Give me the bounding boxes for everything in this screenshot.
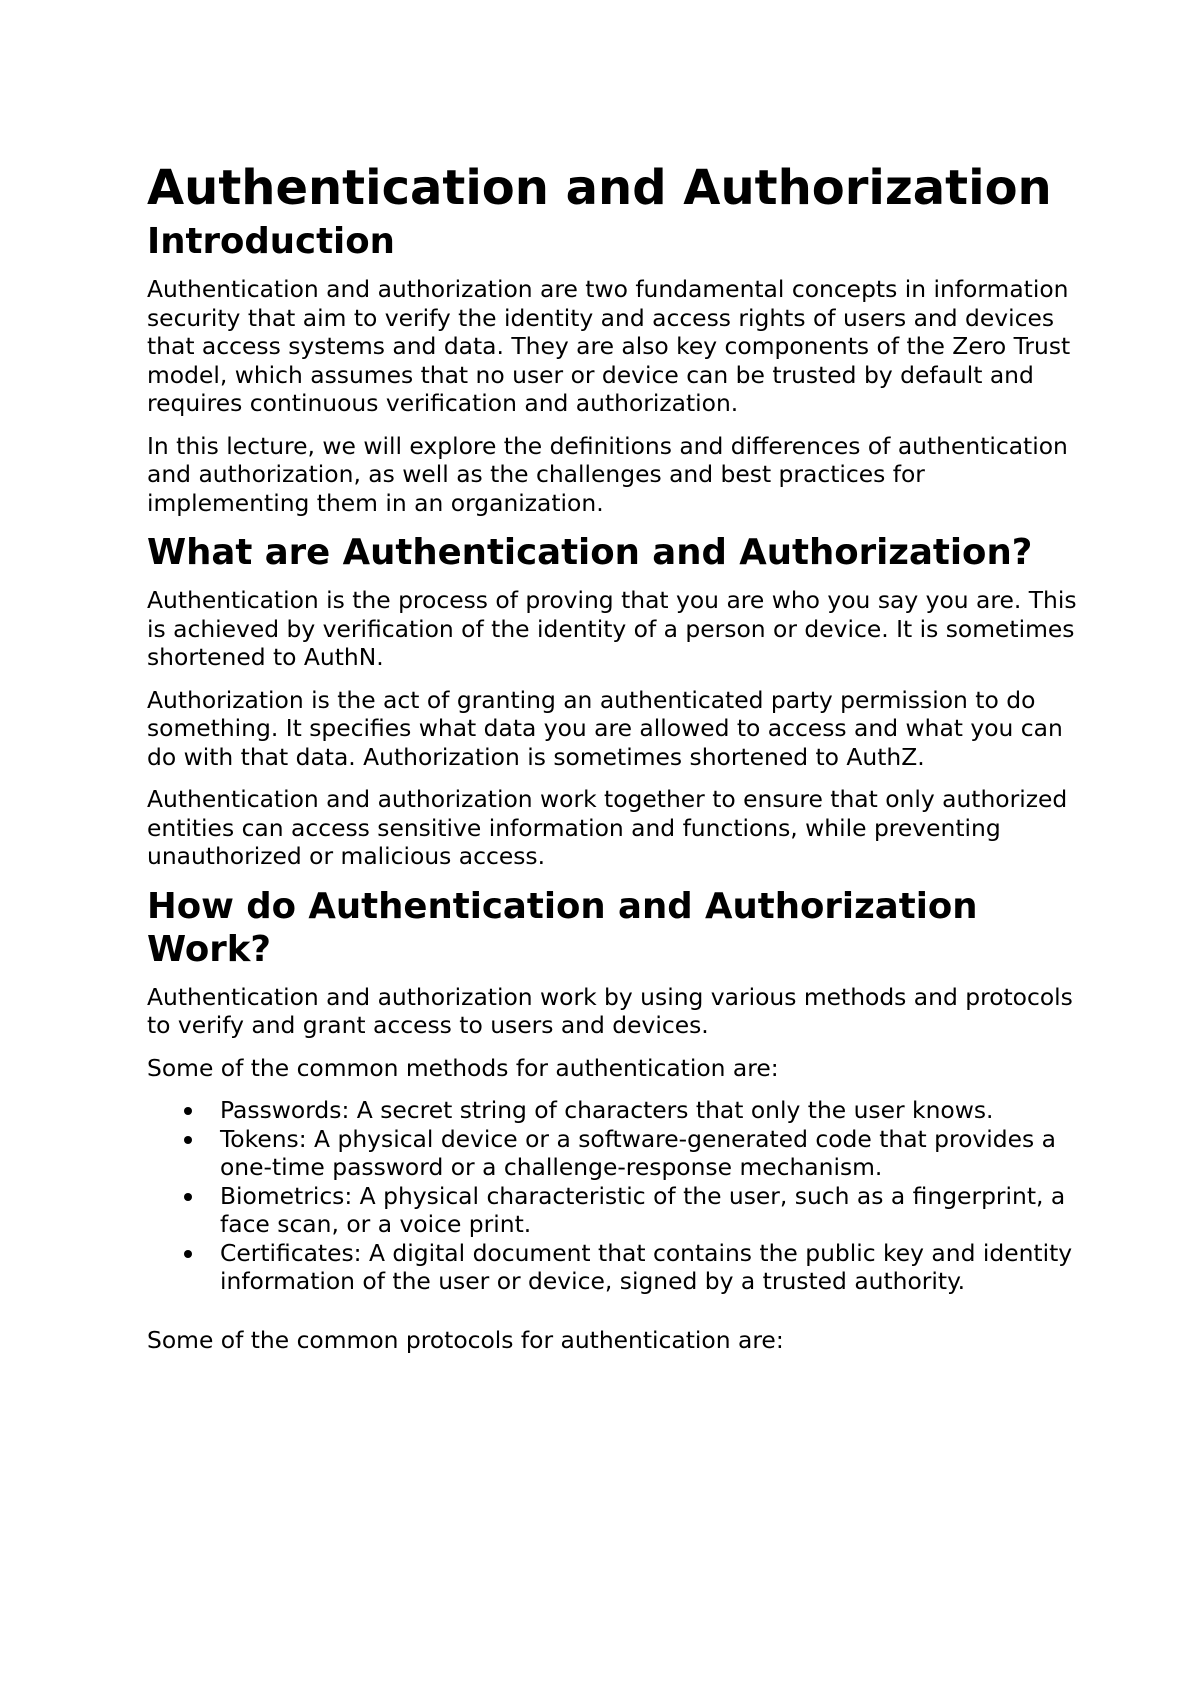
bullet-icon	[184, 1107, 192, 1115]
list-item	[147, 1096, 1087, 1125]
paragraph: Authentication is the process of proving that you are who you say you are. This is achieved by verification of the identity of a person or device. It is sometimes shortened to AuthN.	[147, 586, 1077, 671]
list-item	[147, 1182, 1087, 1239]
list-item	[147, 1125, 1087, 1182]
list-item-text: Biometrics: A physical characteristic of the user, such as a fingerprint, a face scan, or a voice print.	[220, 1181, 1066, 1238]
bullet-icon	[184, 1250, 192, 1258]
section-heading-introduction: Introduction	[147, 221, 395, 262]
bullet-icon	[184, 1193, 192, 1201]
list-item-text: Passwords: A secret string of characters that only the user knows.	[220, 1096, 994, 1124]
authentication-methods-list	[147, 1096, 1087, 1296]
list-item-text: Tokens: A physical device or a software-generated code that provides a one-time password or a challenge-response mechanism.	[220, 1124, 1056, 1181]
document-page	[147, 160, 1087, 1368]
bullet-icon	[184, 1136, 192, 1144]
list-item-text: Certificates: A digital document that contains the public key and identity information of the user or device, signed by a trusted authority.	[220, 1238, 1073, 1295]
document-title: Authentication and Authorization	[147, 160, 1052, 216]
paragraph: Authorization is the act of granting an authenticated party permission to do something. It specifies what data you are allowed to access and what you can do with that data. Authorization is sometimes shortened to AuthZ.	[147, 685, 1063, 771]
paragraph: Authentication and authorization work together to ensure that only authorized entities can access sensitive information and functions, while preventing unauthorized or malicious access.	[147, 785, 1068, 870]
paragraph: Authentication and authorization work by using various methods and protocols to verify and grant access to users and devices.	[147, 982, 1073, 1039]
paragraph: Some of the common protocols for authentication are:	[147, 1325, 784, 1354]
paragraph: Authentication and authorization are two fundamental concepts in information security that aim to verify the identity and access rights of users and devices that access systems and data. They are also key components of the Zero Trust model, which assumes that no user or device can be trusted by default and requires continuous verification and authorization.	[147, 275, 1071, 417]
section-heading-what-are: What are Authentication and Authorization?	[147, 532, 1033, 573]
list-item	[147, 1239, 1087, 1296]
section-heading-how-do: How do Authentication and Authorization Work?	[147, 885, 978, 970]
paragraph: Some of the common methods for authentication are:	[147, 1053, 779, 1082]
paragraph: In this lecture, we will explore the definitions and differences of authentication and authorization, as well as the challenges and best practices for implementing them in an organization.	[147, 431, 1068, 517]
